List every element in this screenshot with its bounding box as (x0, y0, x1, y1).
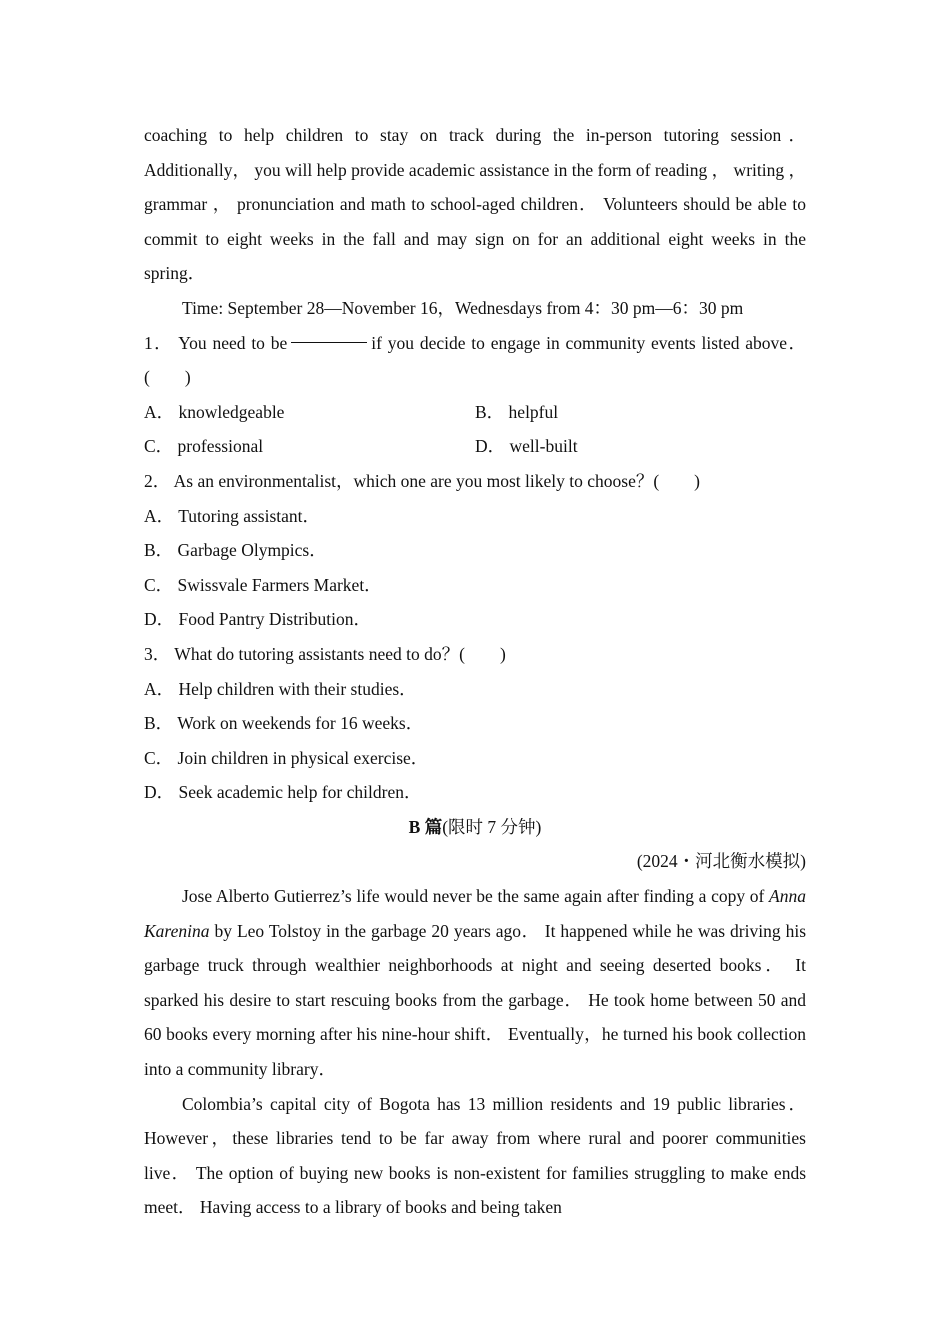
question-2-stem: 2． As an environmentalist，which one are you most likely to choose？( ) (144, 470, 701, 491)
question-2-option-b: B． Garbage Olympics． (144, 540, 327, 561)
event-time-line: Time: September 28—November 16，Wednesdays from 4：30 pm—6：30 pm (182, 297, 744, 318)
document-page (144, 118, 806, 1225)
question-1-stem (144, 326, 806, 395)
question-2-option-c: C． Swissvale Farmers Market． (144, 574, 382, 595)
question-1-options-row-1 (144, 395, 806, 430)
section-b-label: B 篇 (408, 816, 443, 837)
question-2-option-a: A． Tutoring assistant． (144, 505, 320, 526)
question-3-option-d: D． Seek academic help for children． (144, 782, 422, 803)
question-1-stem-end: if you decide to engage in community events listed above．( ) (144, 332, 806, 388)
answer-blank (291, 341, 367, 343)
question-1-options-row-2 (144, 429, 806, 464)
question-1-option-b: B． helpful (475, 401, 559, 422)
question-1-option-a: A． knowledgeable (144, 401, 285, 422)
passage-b-paragraph-2: Colombia’s capital city of Bogota has 13 million residents and 19 public libraries． However，these libraries tend to be far away from where rural and poorer communities live． The option of buying new books is non-existent for families struggling to make ends meet． Having access to a library of books and being taken (144, 1093, 806, 1218)
passage-b-paragraph-1 (144, 879, 806, 1087)
question-3-option-b: B． Work on weekends for 16 weeks． (144, 713, 424, 734)
passage-a-continuation: coaching to help children to stay on track during the in-person tutoring session． Additionally， you will help provide academic assistance in the form of reading ， writing ， grammar ， pronunciation and math to school-aged children． Volunteers should be able to commit to eight weeks in the fall and may sign on for an additional eight weeks in the spring． (144, 125, 806, 284)
question-3-option-a: A． Help children with their studies． (144, 678, 417, 699)
question-1-option-d: D． well-built (475, 436, 578, 457)
book-title: Anna Karenina (144, 886, 806, 941)
section-b-time-limit: (限时 7 分钟) (442, 816, 542, 837)
section-b-heading (144, 810, 806, 845)
question-3-option-c: C． Join children in physical exercise． (144, 747, 429, 768)
question-1-stem-start: 1． You need to be (144, 332, 288, 353)
question-3-stem: 3． What do tutoring assistants need to do？( ) (144, 643, 506, 664)
question-1-option-c: C． professional (144, 436, 264, 457)
passage-b-p1-end: by Leo Tolstoy in the garbage 20 years ago． It happened while he was driving his garbage truck through wealthier neighborhoods at night and seeing deserted books． It sparked his desire to start rescuing books from the garbage． He took home between 50 and 60 books every morning after his nine-hour shift． Eventually，he turned his book collection into a community library． (144, 920, 807, 1080)
question-2-option-d: D． Food Pantry Distribution． (144, 609, 372, 630)
section-b-source: (2024・河北衡水模拟) (636, 851, 806, 872)
passage-b-p1-start: Jose Alberto Gutierrez’s life would never be the same again after finding a copy of (182, 886, 765, 907)
